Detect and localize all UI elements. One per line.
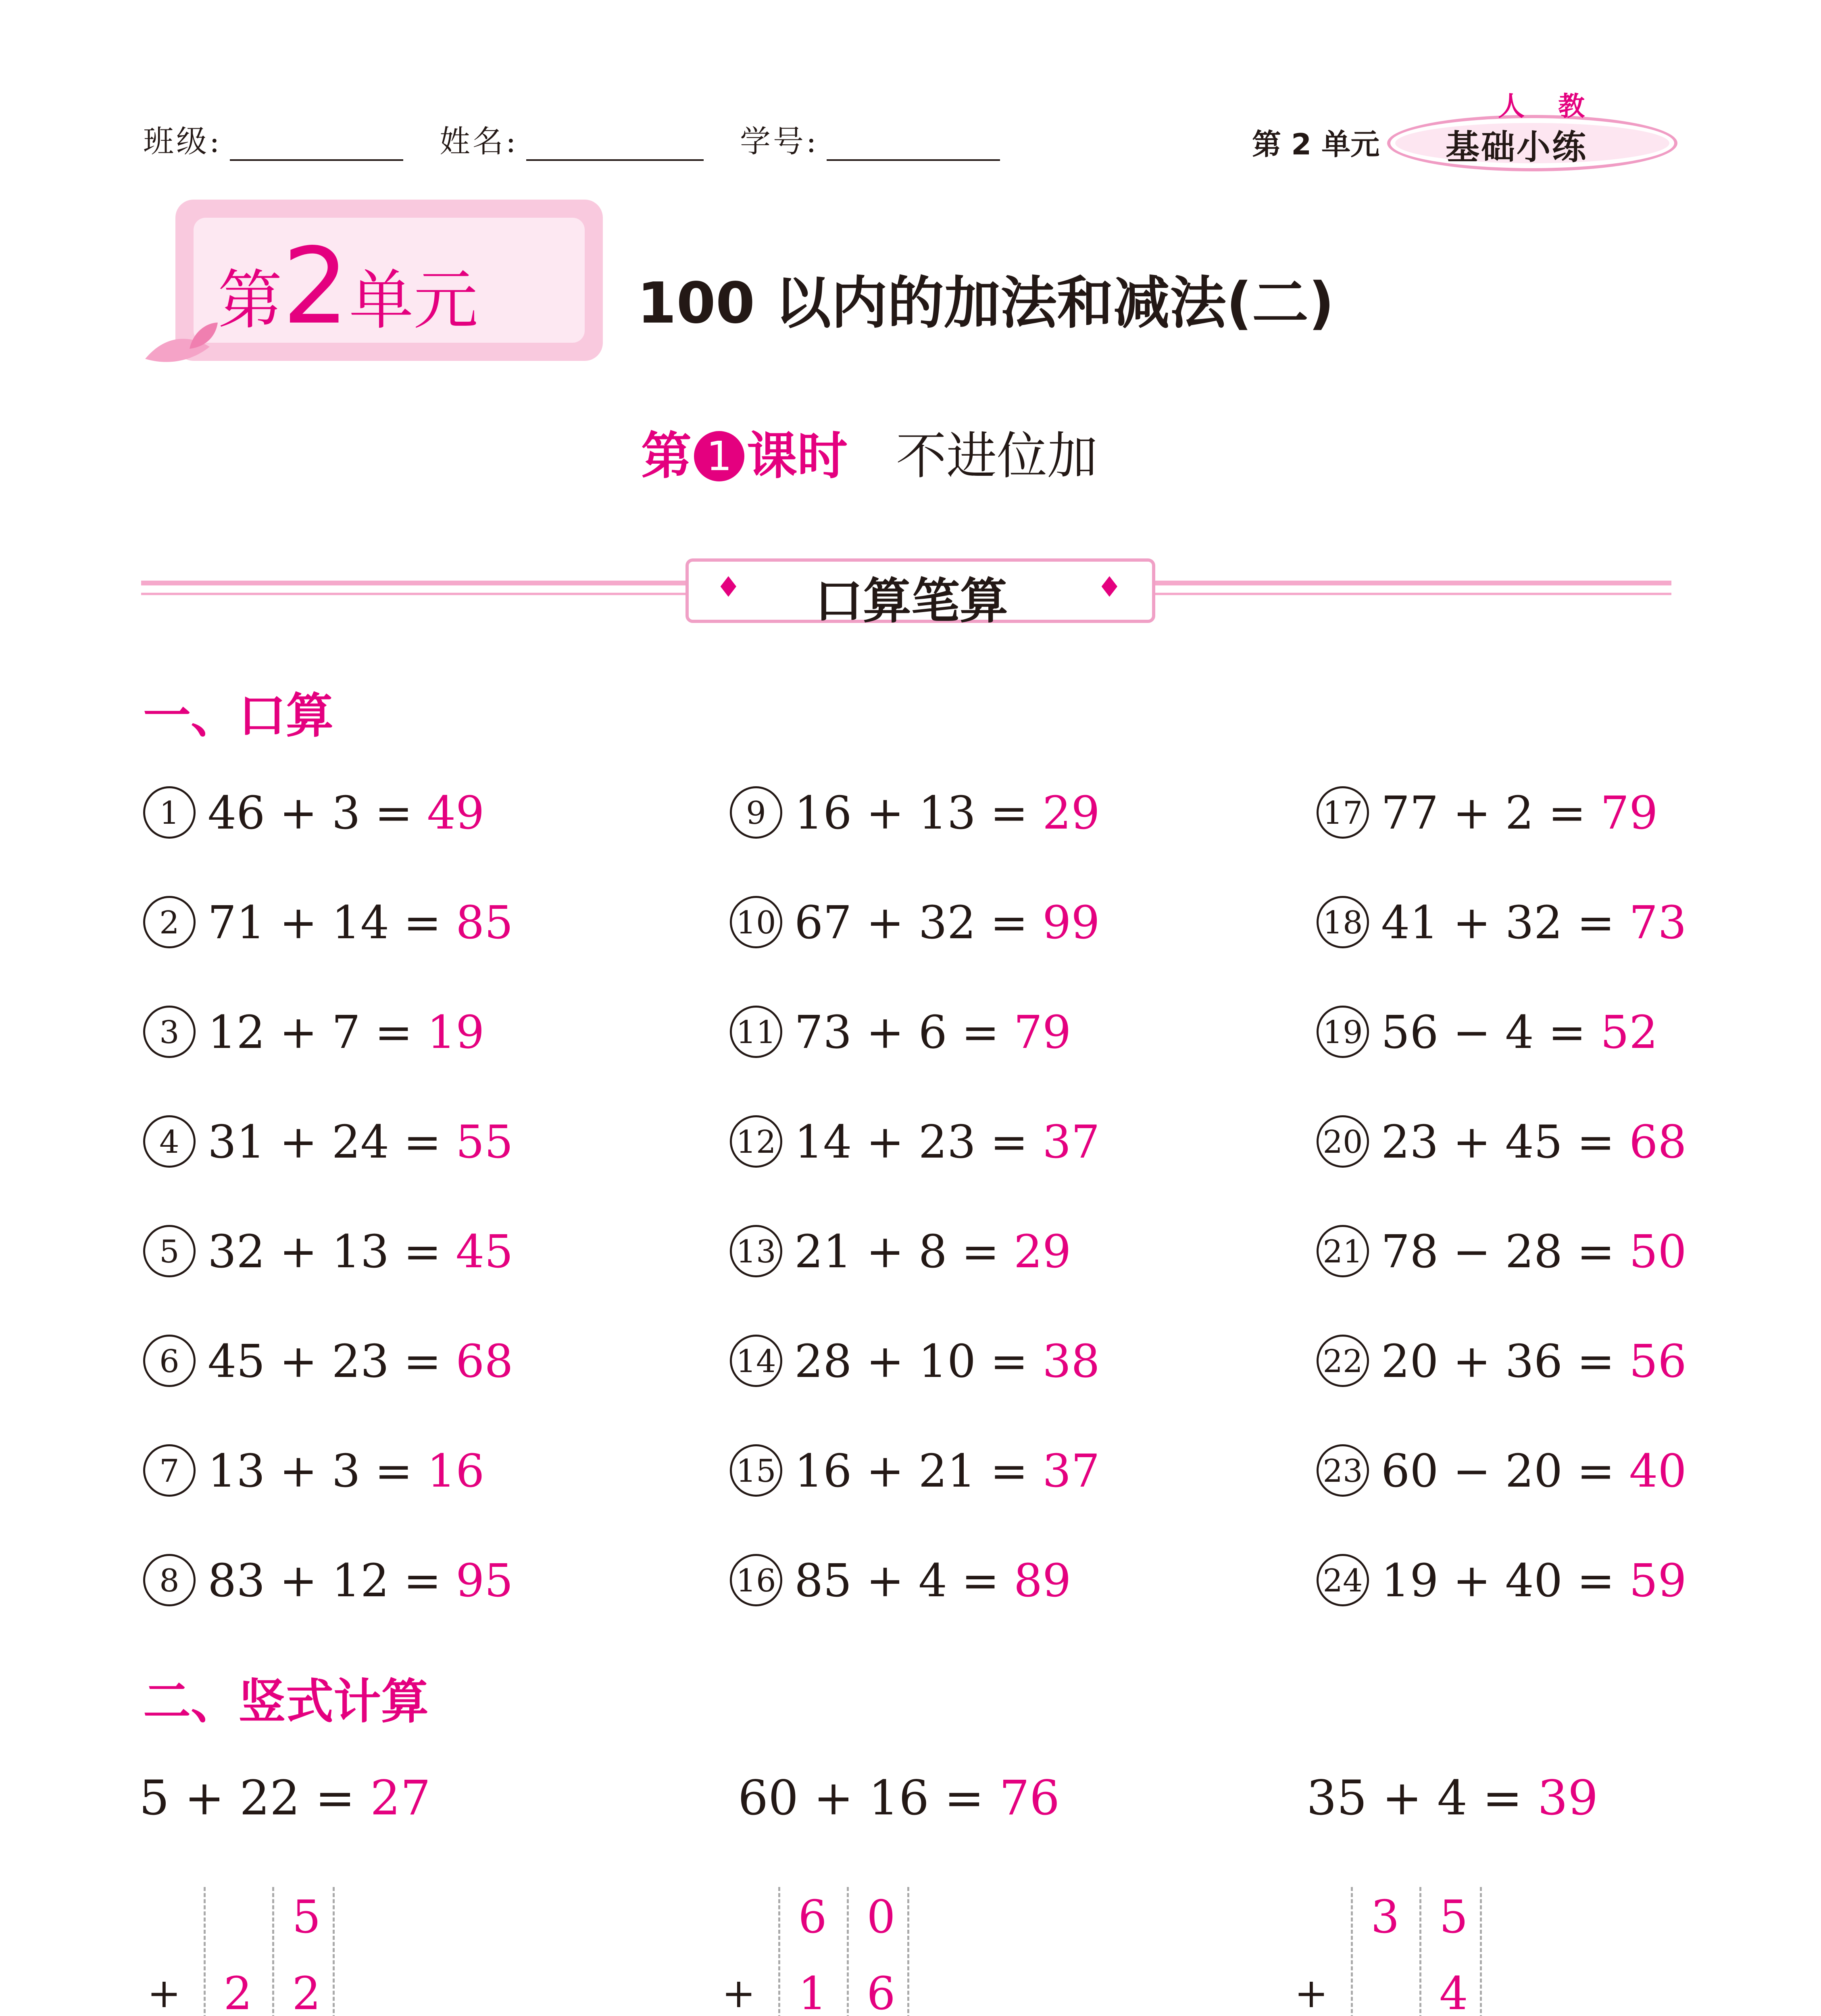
plus-sign: +	[722, 1970, 756, 2016]
class-label: 班级:	[143, 123, 222, 159]
vertical-digit-top: 6	[798, 1891, 827, 1943]
problem-number: 13	[730, 1225, 782, 1277]
problem-item	[730, 1554, 1071, 1607]
vertical-equation	[738, 1770, 1060, 1826]
problem-expression: 21 + 8 =	[794, 1226, 1000, 1278]
vertical-answer[interactable]: 76	[999, 1770, 1060, 1826]
column-guide	[907, 1887, 909, 2016]
column-guide	[333, 1887, 335, 2016]
column-guide	[1351, 1887, 1353, 2016]
problem-expression: 46 + 3 =	[208, 787, 413, 839]
problem-number: 8	[143, 1554, 196, 1606]
problem-expression: 23 + 45 =	[1381, 1116, 1615, 1168]
problem-answer[interactable]: 29	[1042, 787, 1100, 839]
column-guide	[778, 1887, 780, 2016]
problem-item	[1317, 1006, 1658, 1059]
problem-answer[interactable]: 79	[1013, 1006, 1071, 1059]
problem-item	[1317, 1115, 1687, 1168]
vertical-answer[interactable]: 39	[1538, 1770, 1598, 1826]
problem-item	[730, 1115, 1100, 1168]
problem-number: 7	[143, 1444, 196, 1497]
problem-number: 12	[730, 1115, 782, 1168]
vertical-digit-bottom: 6	[867, 1968, 896, 2016]
diamond-icon: ♦	[1097, 571, 1122, 604]
lesson-suffix: 课时	[747, 427, 848, 485]
unit-number: 2	[282, 226, 349, 348]
problem-number: 18	[1317, 896, 1369, 948]
vertical-digit-top: 3	[1371, 1891, 1400, 1943]
problem-number: 23	[1317, 1444, 1369, 1497]
problem-item	[1317, 1335, 1687, 1388]
problem-expression: 13 + 3 =	[208, 1445, 413, 1497]
problem-item	[1317, 786, 1658, 839]
problem-number: 3	[143, 1006, 196, 1058]
problem-expression: 83 + 12 =	[208, 1555, 442, 1607]
problem-item	[730, 1006, 1071, 1059]
problem-answer[interactable]: 99	[1042, 897, 1100, 949]
problem-answer[interactable]: 85	[456, 897, 513, 949]
problem-expression: 32 + 13 =	[208, 1226, 442, 1278]
problem-item	[730, 896, 1100, 949]
problem-expression: 19 + 40 =	[1381, 1555, 1615, 1607]
unit-suffix: 单元	[349, 262, 478, 338]
lesson-heading	[641, 415, 1098, 488]
problem-expression: 41 + 32 =	[1381, 897, 1615, 949]
problem-answer[interactable]: 45	[456, 1226, 513, 1278]
problem-item	[730, 1444, 1100, 1497]
problem-expression: 56 − 4 =	[1381, 1006, 1586, 1059]
column-guide	[847, 1887, 849, 2016]
problem-item	[1317, 1554, 1687, 1607]
problem-expression: 60 − 20 =	[1381, 1445, 1615, 1497]
problem-number: 24	[1317, 1554, 1369, 1606]
plus-sign: +	[147, 1970, 181, 2016]
problem-number: 6	[143, 1335, 196, 1387]
problem-number: 16	[730, 1554, 782, 1606]
problem-answer[interactable]: 95	[456, 1555, 513, 1607]
problem-item	[143, 896, 513, 949]
problem-item	[143, 786, 484, 839]
header-unit: 第 2 单元	[1252, 127, 1380, 161]
leaf-icon	[141, 319, 222, 367]
unit-label	[218, 226, 478, 348]
student-id-label: 学号:	[740, 123, 819, 159]
problem-answer[interactable]: 52	[1600, 1006, 1658, 1059]
lesson-number: 1	[694, 431, 744, 481]
problem-number: 11	[730, 1006, 782, 1058]
problem-answer[interactable]: 49	[427, 787, 485, 839]
problem-answer[interactable]: 40	[1629, 1445, 1687, 1497]
vertical-digit-bottom: 2	[292, 1968, 321, 2016]
unit-title: 100 以内的加法和减法(二)	[637, 271, 1334, 336]
banner-band-left	[141, 581, 685, 585]
problem-item	[1317, 1225, 1687, 1278]
vertical-expression: 60 + 16 =	[738, 1770, 984, 1826]
column-guide	[204, 1887, 206, 2016]
problem-expression: 71 + 14 =	[208, 897, 442, 949]
problem-expression: 77 + 2 =	[1381, 787, 1586, 839]
problem-item	[730, 1225, 1071, 1278]
problem-answer[interactable]: 73	[1629, 897, 1687, 949]
problem-number: 9	[730, 786, 782, 839]
problem-number: 10	[730, 896, 782, 948]
column-guide	[1480, 1887, 1482, 2016]
problem-answer[interactable]: 37	[1042, 1116, 1100, 1168]
vertical-digit-top: 5	[292, 1891, 321, 1943]
problem-item	[143, 1225, 513, 1278]
problem-answer[interactable]: 55	[456, 1116, 513, 1168]
unit-prefix: 第	[218, 262, 283, 338]
problem-number: 1	[143, 786, 196, 839]
problem-answer[interactable]: 19	[427, 1006, 485, 1059]
vertical-digit-bottom: 2	[223, 1968, 252, 2016]
problem-number: 2	[143, 896, 196, 948]
problem-expression: 31 + 24 =	[208, 1116, 442, 1168]
problem-expression: 20 + 36 =	[1381, 1335, 1615, 1388]
vertical-digit-top: 5	[1439, 1891, 1468, 1943]
vertical-digit-bottom: 4	[1439, 1968, 1468, 2016]
problem-number: 22	[1317, 1335, 1369, 1387]
vertical-digit-bottom: 1	[798, 1968, 827, 2016]
section-1-title: 一、口算	[143, 688, 334, 744]
problem-item	[730, 1335, 1100, 1388]
vertical-expression: 35 + 4 =	[1306, 1770, 1523, 1826]
problem-expression: 45 + 23 =	[208, 1335, 442, 1388]
problem-item	[1317, 1444, 1687, 1497]
banner-band-right-thin	[1155, 593, 1671, 595]
lesson-name: 不进位加	[896, 427, 1098, 485]
problem-answer[interactable]: 68	[456, 1335, 513, 1388]
section-2-title: 二、竖式计算	[143, 1674, 429, 1729]
problem-number: 21	[1317, 1225, 1369, 1277]
problem-answer[interactable]: 37	[1042, 1445, 1100, 1497]
problem-number: 5	[143, 1225, 196, 1277]
problem-answer[interactable]: 16	[427, 1445, 485, 1497]
problem-number: 15	[730, 1444, 782, 1497]
banner-band-right	[1155, 581, 1671, 585]
problem-answer[interactable]: 89	[1013, 1555, 1071, 1607]
problem-item	[730, 786, 1100, 839]
problem-item	[143, 1444, 484, 1497]
problem-item	[143, 1115, 513, 1168]
problem-item	[143, 1335, 513, 1388]
problem-item	[143, 1006, 484, 1059]
problem-answer[interactable]: 56	[1629, 1335, 1687, 1388]
vertical-answer[interactable]: 27	[370, 1770, 431, 1826]
name-label: 姓名:	[440, 123, 519, 159]
plus-sign: +	[1294, 1970, 1328, 2016]
problem-expression: 28 + 10 =	[794, 1335, 1028, 1388]
vertical-expression: 5 + 22 =	[139, 1770, 355, 1826]
problem-expression: 85 + 4 =	[794, 1555, 1000, 1607]
lesson-prefix: 第	[641, 427, 692, 485]
problem-answer[interactable]: 59	[1629, 1555, 1687, 1607]
problem-number: 19	[1317, 1006, 1369, 1058]
vertical-digit-top: 0	[867, 1891, 896, 1943]
problem-number: 14	[730, 1335, 782, 1387]
vertical-equation	[139, 1770, 431, 1826]
problem-expression: 78 − 28 =	[1381, 1226, 1615, 1278]
publisher-label: 人 教	[1498, 91, 1597, 122]
vertical-equation	[1306, 1770, 1598, 1826]
series-name: 基础小练	[1446, 127, 1588, 167]
problem-item	[1317, 896, 1687, 949]
problem-number: 17	[1317, 786, 1369, 839]
problem-answer[interactable]: 29	[1013, 1226, 1071, 1278]
column-guide	[1419, 1887, 1421, 2016]
problem-expression: 73 + 6 =	[794, 1006, 1000, 1059]
diamond-icon: ♦	[716, 571, 741, 604]
problem-answer[interactable]: 38	[1042, 1335, 1100, 1388]
problem-expression: 16 + 21 =	[794, 1445, 1028, 1497]
problem-expression: 12 + 7 =	[208, 1006, 413, 1059]
problem-number: 4	[143, 1115, 196, 1168]
column-guide	[272, 1887, 274, 2016]
problem-answer[interactable]: 50	[1629, 1226, 1687, 1278]
banner-title: 口算笔算	[815, 573, 1008, 629]
problem-number: 20	[1317, 1115, 1369, 1168]
problem-expression: 67 + 32 =	[794, 897, 1028, 949]
class-blank[interactable]	[230, 159, 403, 161]
problem-answer[interactable]: 79	[1600, 787, 1658, 839]
student-id-blank[interactable]	[827, 159, 1000, 161]
name-blank[interactable]	[526, 159, 704, 161]
problem-expression: 16 + 13 =	[794, 787, 1028, 839]
banner-band-left-thin	[141, 593, 685, 595]
problem-answer[interactable]: 68	[1629, 1116, 1687, 1168]
problem-expression: 14 + 23 =	[794, 1116, 1028, 1168]
problem-item	[143, 1554, 513, 1607]
